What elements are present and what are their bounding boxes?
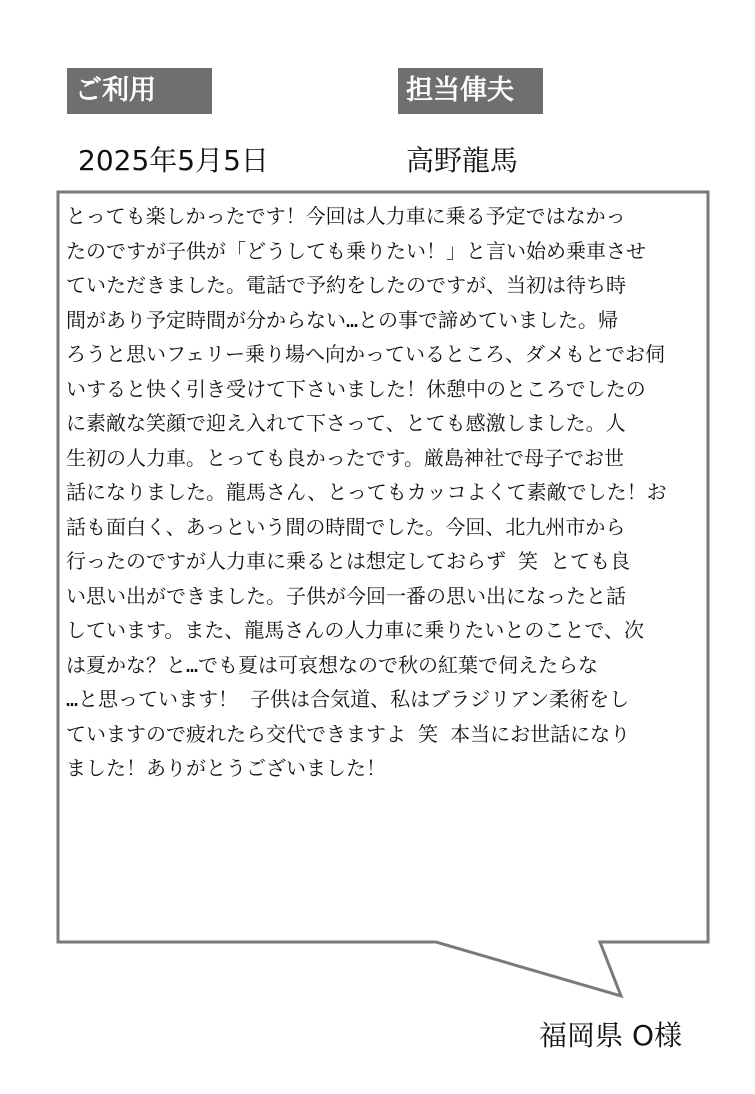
usage-label: ご利用 — [67, 68, 212, 114]
review-line: に素敵な笑顔で迎え入れて下さって、とても感激しました。人 — [66, 411, 626, 435]
review-line: 話も面白く、あっという間の時間でした。今回、北九州市から — [66, 514, 626, 539]
customer-signature: 福岡県 O様 — [539, 1019, 682, 1052]
review-line: い思い出ができました。子供が今回一番の思い出になったと話 — [66, 583, 626, 608]
review-line: いすると快く引き受けて下さいました！休憩中のところでしたの — [66, 376, 646, 401]
review-line: 行ったのですが人力車に乗るとは想定しておらず 笑 とても良 — [66, 549, 631, 573]
review-line: は夏かな？と…でも夏は可哀想なので秋の紅葉で伺えたらな — [66, 652, 599, 677]
usage-date: 2025年5月5日 — [78, 144, 269, 177]
review-line: とっても楽しかったです！今回は人力車に乗る予定ではなかっ — [66, 204, 626, 228]
review-line: ろうと思いフェリー乗り場へ向かっているところ、ダメもとでお伺 — [66, 342, 665, 366]
review-line: 話になりました。龍馬さん、とってもカッコよくて素敵でした！お — [66, 480, 667, 504]
review-line: しています。また、龍馬さんの人力車に乗りたいとのことで、次 — [66, 618, 644, 642]
review-line: ていますので疲れたら交代できますよ 笑 本当にお世話になり — [66, 721, 631, 746]
review-line: …と思っています！ 子供は合気道、私はブラジリアン柔術をし — [66, 687, 630, 711]
review-line: ていただきました。電話で予約をしたのですが、当初は待ち時 — [66, 273, 626, 297]
staff-label: 担当俥夫 — [398, 68, 543, 114]
review-line: ました！ありがとうございました！ — [66, 756, 386, 780]
review-line: 生初の人力車。とっても良かったです。厳島神社で母子でお世 — [66, 445, 624, 470]
staff-name: 高野龍馬 — [406, 144, 519, 177]
review-line: 間があり予定時間が分からない…との事で諦めていました。帰 — [66, 307, 619, 332]
review-text — [66, 199, 706, 929]
review-line: たのですが子供が「どうしても乗りたい！」と言い始め乗車させ — [66, 238, 646, 263]
